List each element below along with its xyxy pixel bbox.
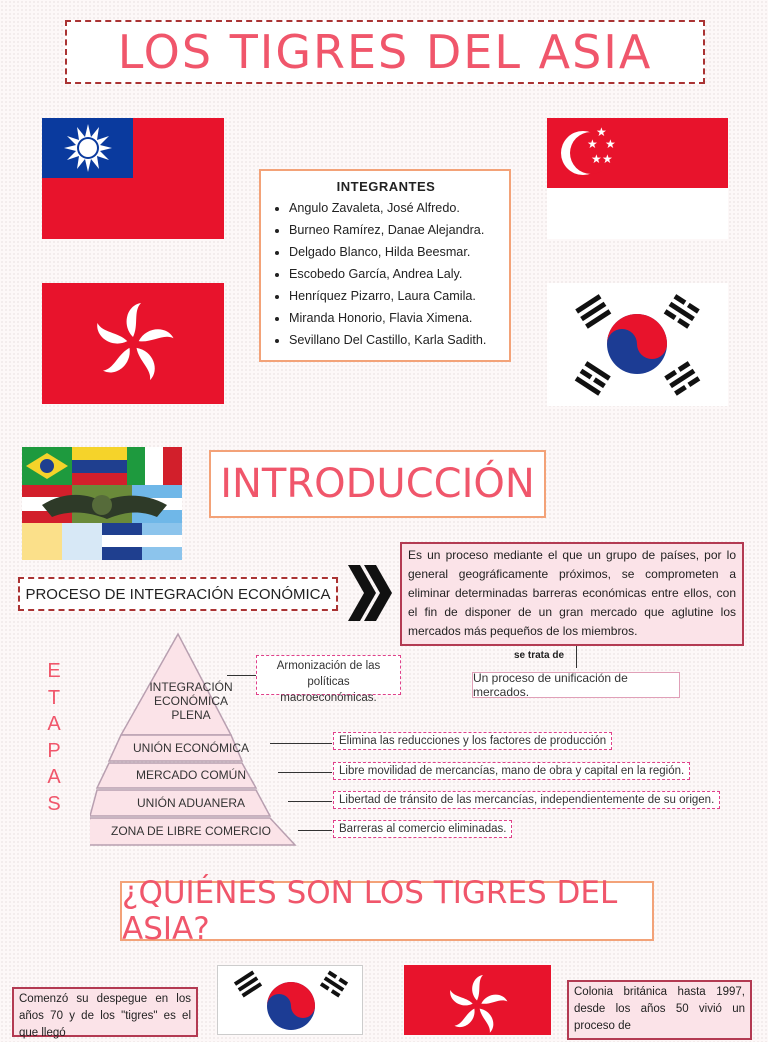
korea-flag — [547, 283, 728, 406]
pyramid-note-1: Armonización de las políticas macroeconómicas. — [256, 655, 401, 695]
member-item: • Angulo Zavaleta, José Alfredo. — [289, 197, 499, 219]
member-item: • Henríquez Pizarro, Laura Camila. — [289, 285, 499, 307]
svg-text:★: ★ — [587, 137, 598, 151]
member-item: • Miranda Honorio, Flavia Ximena. — [289, 307, 499, 329]
definition-box: Es un proceso mediante el que un grupo de países, por lo general geográficamente próximos, se comprometen a eliminar determinadas barreras económicas entre ellos, con el fin de disponer de un gran mercado que aglutine los mercados más pequeños de los miembros. — [400, 542, 744, 646]
pyramid-note-5: Barreras al comercio eliminadas. — [333, 820, 512, 838]
unification-box: Un proceso de unificación de mercados. — [472, 672, 680, 698]
member-item: • Burneo Ramírez, Danae Alejandra. — [289, 219, 499, 241]
pyramid-level-3: MERCADO COMÚN — [136, 768, 246, 782]
etapas-vertical-label — [46, 658, 62, 817]
singapore-flag — [547, 118, 728, 239]
hongkong-text-box: Colonia británica hasta 1997, desde los años 50 vivió un proceso de — [567, 980, 752, 1040]
svg-text:★: ★ — [596, 125, 607, 139]
intro-title-box — [209, 450, 546, 518]
pyramid-level-5: ZONA DE LIBRE COMERCIO — [110, 824, 272, 838]
korea-flag-bottom — [217, 965, 363, 1035]
connector-line — [288, 801, 332, 802]
etapas-letter: T — [47, 686, 61, 709]
svg-text:★: ★ — [602, 152, 613, 166]
se-trata-de-label: se trata de — [514, 650, 565, 661]
process-label: PROCESO DE INTEGRACIÓN ECONÓMICA — [18, 577, 338, 611]
pyramid-level-2: UNIÓN ECONÓMICA — [132, 741, 249, 755]
connector-line — [278, 772, 332, 773]
pyramid-level-4: UNIÓN ADUANERA — [136, 796, 246, 810]
connector-line — [270, 743, 332, 744]
pyramid-note-4: Libertad de tránsito de las mercancías, independientemente de su origen. — [333, 791, 720, 809]
connector-line — [576, 646, 577, 668]
title-box — [65, 20, 705, 84]
members-list — [273, 197, 499, 351]
double-chevron-right-icon — [348, 565, 392, 621]
tigres-title: ¿QUIÉNES SON LOS TIGRES DEL ASIA? — [122, 875, 618, 947]
connector-line — [298, 830, 332, 831]
hongkong-flag-bottom — [404, 965, 551, 1035]
pyramid-level-1: INTEGRACIÓN ECONÓMICA PLENA — [149, 680, 233, 722]
member-item: • Delgado Blanco, Hilda Beesmar. — [289, 241, 499, 263]
member-item: • Escobedo García, Andrea Laly. — [289, 263, 499, 285]
svg-text:★: ★ — [605, 137, 616, 151]
member-item: • Sevillano Del Castillo, Karla Sadith. — [289, 329, 499, 351]
pyramid-note-2: Elimina las reducciones y los factores de producción — [333, 732, 612, 750]
etapas-letter: A — [47, 713, 61, 735]
korea-text-box: Comenzó su despegue en los años 70 y de los "tigres" es el que llegó — [12, 987, 198, 1037]
pyramid-note-3: Libre movilidad de mercancías, mano de obra y capital en la región. — [333, 762, 690, 780]
page-title: LOS TIGRES DEL ASIA — [117, 25, 653, 79]
etapas-letter: P — [47, 739, 61, 762]
etapas-letter: A — [47, 766, 61, 788]
hongkong-flag — [42, 283, 224, 404]
etapas-letter: E — [47, 660, 61, 682]
svg-text:★: ★ — [591, 152, 602, 166]
connector-line — [227, 675, 257, 676]
members-heading: INTEGRANTES — [336, 179, 436, 194]
etapas-letter: S — [47, 792, 61, 815]
taiwan-flag — [42, 118, 224, 239]
intro-title: INTRODUCCIÓN — [220, 461, 535, 507]
tigres-title-box — [120, 875, 654, 947]
members-box — [259, 169, 511, 362]
integration-collage-image — [22, 447, 182, 560]
